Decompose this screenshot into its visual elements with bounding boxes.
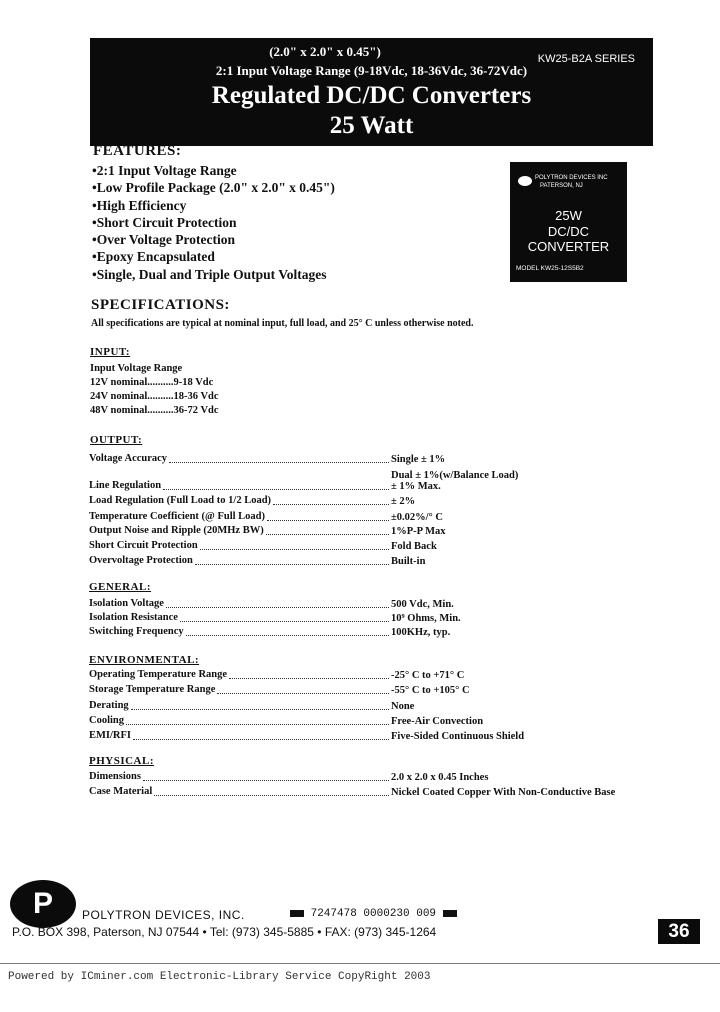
spec-value: Free-Air Convection: [391, 716, 484, 727]
spec-row: [89, 511, 659, 525]
header-banner: [90, 38, 653, 146]
spec-row: [89, 555, 659, 569]
leader-dots: [229, 678, 389, 679]
spec-row: [89, 771, 659, 785]
spec-value: 10⁹ Ohms, Min.: [391, 613, 461, 624]
barcode-number: 7247478 0000230 009: [310, 908, 437, 920]
feature-item: •2:1 Input Voltage Range: [92, 163, 237, 178]
input-section-title: INPUT:: [90, 346, 131, 358]
leader-dots: [143, 780, 389, 781]
header-dimensions: (2.0" x 2.0" x 0.45"): [269, 44, 381, 59]
spec-label: Isolation Resistance: [89, 612, 178, 623]
spec-row: [89, 669, 659, 683]
leader-dots: [180, 621, 389, 622]
header-series: KW25-B2A SERIES: [537, 53, 635, 65]
feature-item: •Over Voltage Protection: [92, 232, 235, 248]
spec-value: 100KHz, typ.: [391, 627, 451, 638]
spec-label: Line Regulation: [89, 480, 162, 491]
features-heading: FEATURES:: [93, 143, 182, 159]
leader-dots: [267, 520, 389, 521]
module-company: POLYTRON DEVICES INC: [535, 175, 608, 181]
leader-dots: [166, 607, 389, 608]
leader-dots: [133, 739, 389, 740]
header-input-range: 2:1 Input Voltage Range (9-18Vdc, 18-36Vdc, 36-72Vdc): [215, 63, 528, 78]
spec-label: Overvoltage Protection: [89, 555, 193, 566]
feature-item: •Epoxy Encapsulated: [92, 249, 215, 265]
company-name: POLYTRON DEVICES, INC.: [82, 908, 245, 922]
spec-row: [89, 598, 659, 612]
features-list: [92, 162, 335, 283]
spec-label: Dimensions: [89, 771, 141, 782]
spec-label: EMI/RFI: [89, 730, 131, 741]
spec-label: Load Regulation (Full Load to 1/2 Load): [89, 495, 272, 506]
module-type: DC/DC: [547, 224, 590, 239]
input-line: 48V nominal..........36-72 Vdc: [90, 405, 219, 416]
spec-row: [89, 626, 659, 640]
spec-value: 1%P-P Max: [391, 526, 446, 537]
specifications-heading: SPECIFICATIONS:: [91, 297, 230, 313]
input-range-label: Input Voltage Range: [90, 363, 183, 374]
spec-value: Five-Sided Continuous Shield: [391, 731, 525, 742]
output-section-title: OUTPUT:: [90, 434, 143, 446]
environmental-section-title: ENVIRONMENTAL:: [89, 654, 200, 666]
spec-value: -25° C to +71° C: [391, 670, 465, 681]
spec-value: 2.0 x 2.0 x 0.45 Inches: [391, 772, 489, 783]
leader-dots: [195, 564, 389, 565]
barcode-text: [290, 908, 457, 920]
spec-label: Short Circuit Protection: [89, 540, 198, 551]
spec-label: Isolation Voltage: [89, 598, 164, 609]
spec-row: [89, 525, 659, 539]
spec-label: Storage Temperature Range: [89, 684, 216, 695]
company-address: P.O. BOX 398, Paterson, NJ 07544 • Tel: (973) 345-5885 • FAX: (973) 345-1264: [12, 925, 437, 939]
feature-item: •High Efficiency: [92, 197, 187, 213]
physical-section-title: PHYSICAL:: [89, 755, 155, 767]
feature-item: •Short Circuit Protection: [92, 214, 237, 230]
spec-value: ± 2%: [391, 496, 416, 507]
spec-label: Voltage Accuracy: [89, 453, 168, 464]
module-photo: [510, 162, 627, 282]
leader-dots: [266, 534, 389, 535]
leader-dots: [163, 489, 389, 490]
spec-row: [89, 612, 659, 626]
spec-value: ±0.02%/° C: [391, 512, 443, 523]
feature-item: •Single, Dual and Triple Output Voltages: [92, 266, 327, 282]
module-converter: CONVERTER: [527, 239, 610, 254]
input-line: 12V nominal..........9-18 Vdc: [90, 377, 214, 388]
spec-row: [89, 684, 659, 698]
module-power: 25W: [555, 208, 582, 223]
spec-value: Fold Back: [391, 541, 437, 552]
page-subtitle-power: 25 Watt: [329, 112, 414, 139]
feature-item: •Low Profile Package (2.0" x 2.0" x 0.45"): [92, 180, 335, 196]
leader-dots: [131, 709, 389, 710]
spec-value: 500 Vdc, Min.: [391, 599, 454, 610]
spec-label: Cooling: [89, 715, 125, 726]
spec-label: Operating Temperature Range: [89, 669, 228, 680]
input-line: 24V nominal..........18-36 Vdc: [90, 391, 219, 402]
powered-by-text: Powered by ICminer.com Electronic-Library Service CopyRight 2003: [8, 971, 431, 983]
general-section-title: GENERAL:: [89, 581, 152, 593]
spec-label: Output Noise and Ripple (20MHz BW): [89, 525, 264, 536]
leader-dots: [186, 635, 389, 636]
spec-row: [89, 730, 659, 744]
leader-dots: [200, 549, 389, 550]
spec-value: -55° C to +105° C: [391, 685, 470, 696]
spec-row: [89, 453, 659, 467]
spec-label: Case Material: [89, 786, 153, 797]
module-model: MODEL KW25-12S5B2: [516, 265, 584, 272]
spec-value: Dual ± 1%(w/Balance Load): [391, 470, 519, 481]
spec-row: [89, 715, 659, 729]
spec-value: ± 1% Max.: [391, 481, 441, 492]
module-logo-icon: [518, 176, 532, 186]
spec-row: [89, 540, 659, 554]
company-logo: P: [10, 880, 76, 928]
leader-dots: [169, 462, 389, 463]
footer-divider: [0, 963, 720, 964]
specifications-note: All specifications are typical at nominal input, full load, and 25° C unless otherwise noted.: [91, 318, 474, 329]
spec-value: Single ± 1%: [391, 454, 446, 465]
spec-label: Switching Frequency: [89, 626, 184, 637]
spec-value: None: [391, 701, 415, 712]
spec-row: [89, 700, 659, 714]
module-city: PATERSON, NJ: [540, 183, 583, 189]
leader-dots: [154, 795, 389, 796]
barcode-block: [443, 910, 457, 917]
spec-value: Built-in: [391, 556, 426, 567]
page-number: 36: [658, 919, 700, 944]
leader-dots: [217, 693, 389, 694]
leader-dots: [126, 724, 389, 725]
spec-value: Nickel Coated Copper With Non-Conductive Base: [391, 787, 616, 798]
leader-dots: [273, 504, 389, 505]
spec-label: Derating: [89, 700, 129, 711]
page-title: Regulated DC/DC Converters: [211, 82, 532, 109]
spec-row: [89, 495, 659, 509]
spec-label: Temperature Coefficient (@ Full Load): [89, 511, 265, 522]
spec-row: [89, 480, 659, 494]
barcode-block: [290, 910, 304, 917]
spec-row: [89, 786, 659, 800]
